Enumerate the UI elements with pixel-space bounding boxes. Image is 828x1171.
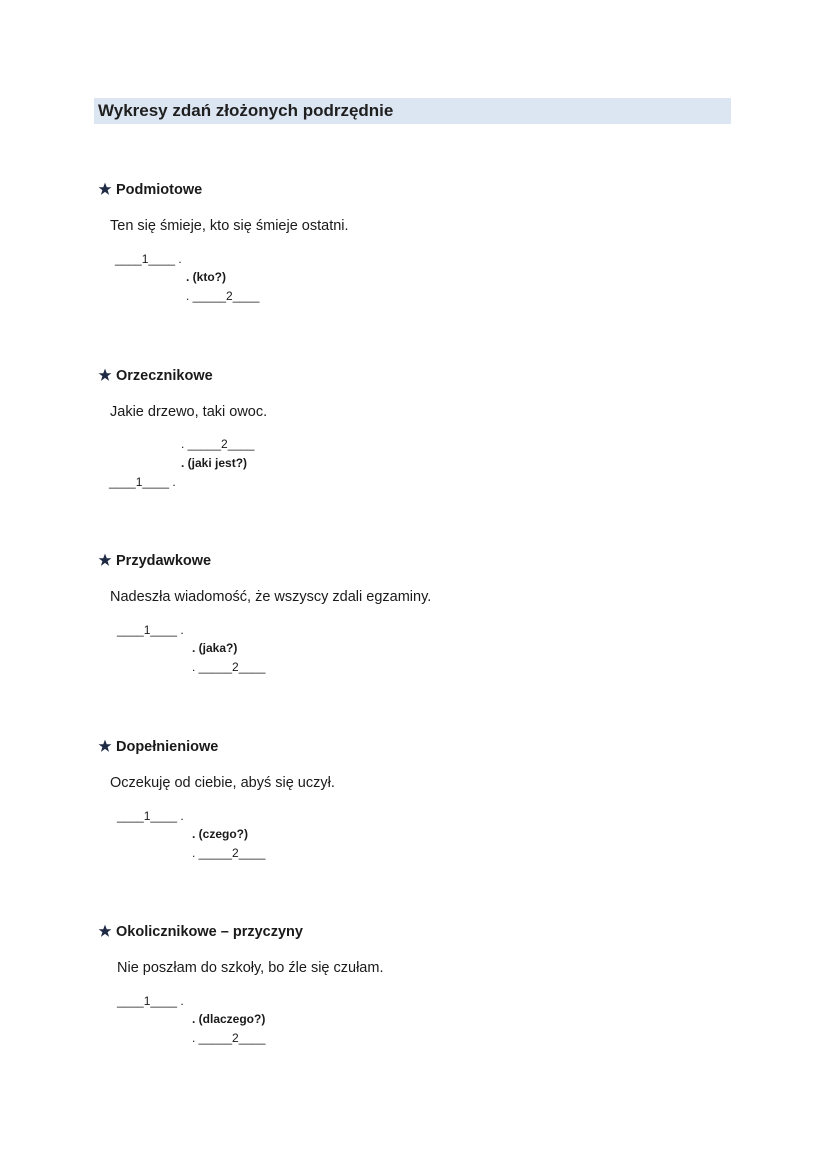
diagram-question: . (jaka?) <box>192 641 238 655</box>
star-icon <box>98 182 112 196</box>
diagram-line-2: . _____2____ <box>192 846 266 860</box>
diagram-line-1: ____1____ . <box>117 994 184 1008</box>
diagram-line-1: ____1____ . <box>117 623 184 637</box>
example-sentence: Jakie drzewo, taki owoc. <box>110 404 268 420</box>
heading-label: Przydawkowe <box>116 553 212 569</box>
diagram-line-2: . _____2____ <box>186 289 260 303</box>
example-sentence: Ten się śmieje, kto się śmieje ostatni. <box>110 218 349 234</box>
example-sentence: Nie poszłam do szkoły, bo źle się czułam. <box>117 960 384 976</box>
diagram-line-1: . _____2____ <box>181 437 255 451</box>
section-heading <box>98 368 213 384</box>
heading-label: Podmiotowe <box>116 182 203 198</box>
heading-label: Okolicznikowe – przyczyny <box>116 924 303 940</box>
section-heading <box>98 182 202 198</box>
section-heading <box>98 924 303 940</box>
star-icon <box>98 368 112 382</box>
star-icon <box>98 553 112 567</box>
star-icon <box>98 739 112 753</box>
diagram-question: . (czego?) <box>192 827 248 841</box>
star-icon <box>98 924 112 938</box>
heading-label: Orzecznikowe <box>116 368 213 384</box>
diagram-question: . (dlaczego?) <box>192 1012 266 1026</box>
section-heading <box>98 553 211 569</box>
page-title: Wykresy zdań złożonych podrzędnie <box>98 101 394 120</box>
diagram-line-1: ____1____ . <box>115 252 182 266</box>
heading-label: Dopełnieniowe <box>116 739 219 755</box>
diagram-line-2: . _____2____ <box>192 660 266 674</box>
title-bar <box>94 98 731 124</box>
diagram-question: . (jaki jest?) <box>181 456 248 470</box>
example-sentence: Nadeszła wiadomość, że wszyscy zdali egzaminy. <box>110 589 432 605</box>
diagram-line-2: ____1____ . <box>109 475 176 489</box>
diagram-line-2: . _____2____ <box>192 1031 266 1045</box>
diagram-question: . (kto?) <box>186 270 226 284</box>
example-sentence: Oczekuję od ciebie, abyś się uczył. <box>110 775 335 791</box>
section-heading <box>98 739 218 755</box>
diagram-line-1: ____1____ . <box>117 809 184 823</box>
